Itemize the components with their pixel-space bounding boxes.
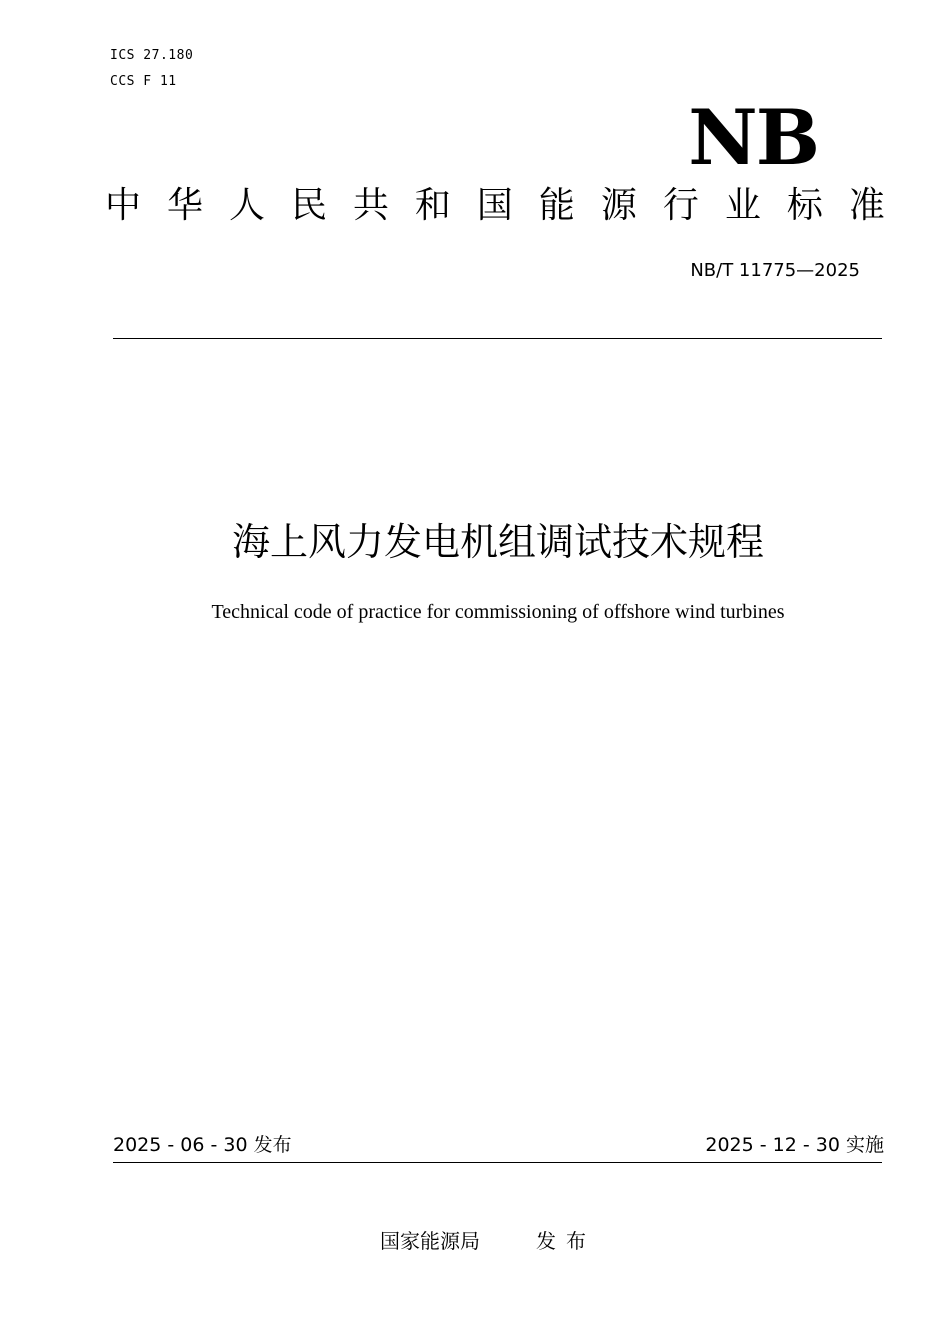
- org-char: 国: [476, 185, 513, 226]
- standard-number: NB/T 11775—2025: [690, 260, 860, 281]
- org-char: 源: [600, 185, 637, 226]
- org-char: 华: [166, 185, 203, 226]
- bottom-divider: [113, 1162, 882, 1163]
- ics-code: ICS 27.180: [110, 48, 194, 63]
- org-char: 标: [786, 185, 823, 226]
- publish-date: 2025 - 06 - 30 发布: [113, 1134, 292, 1156]
- document-title-english: Technical code of practice for commissioning of offshore wind turbines: [211, 601, 785, 623]
- org-char: 共: [352, 185, 389, 226]
- issue-label: 发布: [536, 1229, 596, 1253]
- top-divider: [113, 338, 882, 339]
- org-char: 和: [414, 185, 451, 226]
- document-title-chinese: 海上风力发电机组调试技术规程: [231, 520, 764, 564]
- org-char: 业: [724, 185, 761, 226]
- org-char: 中: [105, 185, 142, 226]
- implement-date: 2025 - 12 - 30 实施: [705, 1134, 884, 1156]
- issuing-authority: 国家能源局: [380, 1229, 480, 1253]
- org-char: 行: [662, 185, 699, 226]
- org-char: 准: [848, 185, 885, 226]
- org-char: 民: [290, 185, 327, 226]
- org-char: 能: [538, 185, 575, 226]
- nb-logo: NB: [688, 93, 818, 182]
- ccs-code: CCS F 11: [110, 74, 177, 89]
- standard-organization-title: [105, 184, 885, 228]
- org-char: 人: [228, 185, 265, 226]
